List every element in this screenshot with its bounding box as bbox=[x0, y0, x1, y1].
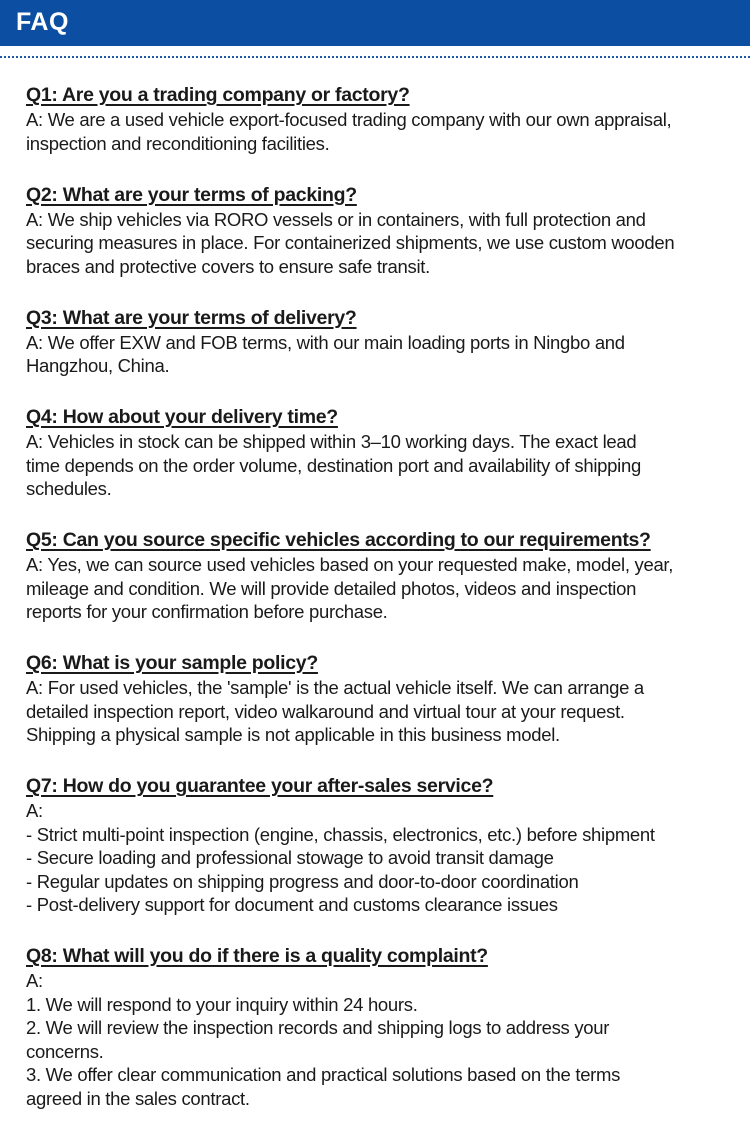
faq-question: Q3: What are your terms of delivery? bbox=[26, 306, 357, 329]
header-bar bbox=[0, 0, 750, 46]
faq-answer bbox=[26, 430, 736, 501]
faq-question: Q7: How do you guarantee your after-sales service? bbox=[26, 775, 494, 797]
faq-item-q2 bbox=[26, 182, 736, 279]
faq-answer bbox=[26, 331, 736, 378]
faq-answer bbox=[26, 969, 736, 1110]
faq-answer-line: - Post-delivery support for document and customs clearance issues bbox=[26, 894, 558, 915]
faq-answer-line: - Strict multi-point inspection (engine, chassis, electronics, etc.) before shipment bbox=[26, 823, 655, 845]
faq-answer-line: Shipping a physical sample is not applicable in this business model. bbox=[26, 724, 560, 745]
faq-item-q1 bbox=[26, 82, 736, 155]
faq-answer-line: Hangzhou, China. bbox=[26, 355, 170, 376]
faq-answer-line: braces and protective covers to ensure safe transit. bbox=[26, 255, 430, 277]
faq-question: Q5: Can you source specific vehicles according to our requirements? bbox=[26, 529, 651, 551]
dotted-divider bbox=[0, 56, 750, 58]
faq-item-q6 bbox=[26, 650, 736, 747]
faq-answer-line: A: We are a used vehicle export-focused trading company with our own appraisal, bbox=[26, 109, 672, 130]
faq-answer-line: A: Vehicles in stock can be shipped within 3–10 working days. The exact lead bbox=[26, 431, 637, 452]
faq-item-q3 bbox=[26, 305, 736, 378]
faq-answer-line: A: bbox=[26, 800, 43, 821]
faq-question: Q1: Are you a trading company or factory? bbox=[26, 84, 410, 106]
faq-question: Q4: How about your delivery time? bbox=[26, 406, 338, 428]
page-title: FAQ bbox=[16, 8, 69, 36]
faq-answer bbox=[26, 676, 736, 747]
faq-answer bbox=[26, 553, 736, 624]
faq-question: Q8: What will you do if there is a quality complaint? bbox=[26, 945, 488, 967]
faq-answer-line: A: We ship vehicles via RORO vessels or in containers, with full protection and bbox=[26, 208, 646, 230]
faq-item-q8 bbox=[26, 943, 736, 1110]
faq-answer-line: - Secure loading and professional stowage to avoid transit damage bbox=[26, 847, 554, 868]
faq-answer-line: A: We offer EXW and FOB terms, with our main loading ports in Ningbo and bbox=[26, 331, 625, 353]
faq-question: Q6: What is your sample policy? bbox=[26, 652, 318, 674]
faq-answer-line: agreed in the sales contract. bbox=[26, 1087, 250, 1109]
faq-answer-line: 2. We will review the inspection records and shipping logs to address your bbox=[26, 1017, 610, 1038]
faq-list bbox=[26, 82, 736, 1137]
faq-answer-line: concerns. bbox=[26, 1040, 104, 1062]
faq-answer-line: 1. We will respond to your inquiry within 24 hours. bbox=[26, 993, 418, 1015]
faq-item-q5 bbox=[26, 527, 736, 624]
faq-answer bbox=[26, 108, 736, 155]
faq-answer-line: schedules. bbox=[26, 478, 112, 499]
faq-question: Q2: What are your terms of packing? bbox=[26, 183, 357, 206]
faq-answer-line: detailed inspection report, video walkaround and virtual tour at your request. bbox=[26, 700, 625, 722]
faq-answer-line: A: For used vehicles, the 'sample' is the actual vehicle itself. We can arrange a bbox=[26, 677, 644, 698]
faq-answer-line: - Regular updates on shipping progress and door-to-door coordination bbox=[26, 870, 579, 892]
faq-answer bbox=[26, 799, 736, 917]
faq-answer-line: mileage and condition. We will provide detailed photos, videos and inspection bbox=[26, 577, 637, 599]
faq-item-q4 bbox=[26, 404, 736, 501]
faq-item-q7 bbox=[26, 773, 736, 917]
faq-answer-line: reports for your confirmation before purchase. bbox=[26, 601, 388, 622]
faq-answer-line: 3. We offer clear communication and practical solutions based on the terms bbox=[26, 1064, 621, 1085]
faq-answer-line: A: Yes, we can source used vehicles based on your requested make, model, year, bbox=[26, 554, 674, 575]
faq-answer-line: securing measures in place. For containerized shipments, we use custom wooden bbox=[26, 232, 675, 253]
faq-answer-line: A: bbox=[26, 970, 43, 991]
faq-answer-line: time depends on the order volume, destination port and availability of shipping bbox=[26, 454, 641, 476]
faq-answer bbox=[26, 208, 736, 279]
faq-answer-line: inspection and reconditioning facilities. bbox=[26, 132, 330, 154]
